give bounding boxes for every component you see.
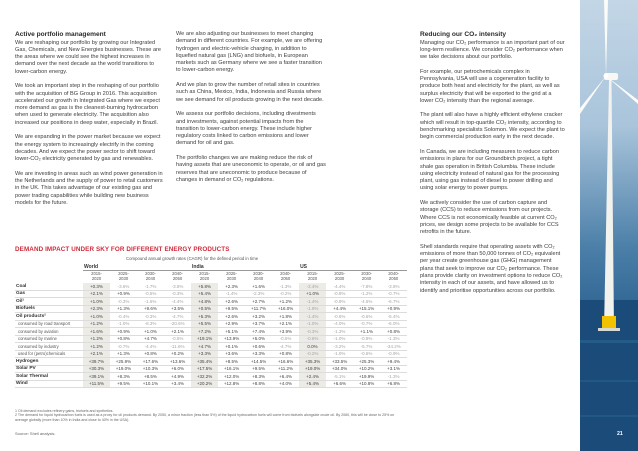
table-cell: +11.5% [83,380,110,388]
table-cell: -1.4% [299,313,326,321]
table-cell: +5.1% [225,328,238,334]
table-cell: -4.7% [279,343,292,349]
table-cell: +6.0% [171,366,184,372]
table-cell: +9.4% [387,358,401,364]
table-cell: +8.5% [225,358,238,364]
paragraph: In Canada, we are including measures to reduce carbon emissions in plans for our Groundbirch project, a tight shale gas operation in British Columbia. These include using electricity instead of natural gas for the processing plant, using gas instead of diesel to power drilling and using solar energy to power pumps. [420,148,560,192]
table-cell: +3.6% [225,351,238,357]
table-cell: +8.3% [117,373,130,379]
table-cell: +2.6% [225,298,238,304]
table-cell: +2.1% [83,290,110,298]
table-cell: -7.8% [360,283,373,289]
table-cell: +9.5% [117,381,130,387]
table-cell: -4.0% [333,321,346,327]
table-cell: +10.3% [142,366,159,372]
table-cell: +25.9% [115,358,132,364]
table-cell: -0.3% [144,313,157,319]
text-column-1 [15,31,163,215]
table-row [15,358,407,366]
footnote: 1 Oil demand excludes refinery gains, biofuels and synthetics. [15,409,114,413]
table-cell: -0.8% [333,291,346,297]
table-cell: +5.4% [191,290,218,298]
column-header-period: 2025- 2030 [334,271,345,281]
paragraph: We are reshaping our portfolio by growing our Integrated Gas, Chemicals, and New Energies businesses. These are the areas where we could see the highest increases in demand over the next decade as the world transitions to lower-carbon energy. [15,39,162,75]
table-cell: +25.3% [358,358,375,364]
paragraph: The plant will also have a highly efficient ethylene cracker which will result in top-quartile CO₂ intensity, according to benchmarking specialists Solomon. We expect the plant to begin commercial production early in the next decade. [420,112,565,141]
column-header-period: 2030- 2040 [361,271,372,281]
paragraph: We actively consider the use of carbon capture and storage (CCS) to reduce emissions from our projects. Where CCS is not economically feasible at current CO₂ prices, we design some projects to be available for CCS retrofits in the future. [420,200,559,236]
table-cell: +6.8% [387,381,401,387]
table-row [15,313,407,321]
table-cell: +0.3% [83,283,110,291]
table-cell: +1.0% [83,298,110,306]
table-cell: +19.1% [191,335,218,343]
section-heading-portfolio: Active portfolio management [15,31,106,38]
table-cell: -6.0% [387,321,400,327]
column-header-period: 2030- 2040 [253,271,264,281]
table-cell: +30.3% [83,365,110,373]
table-cell: -34.2% [386,343,401,349]
table-cell: -1.3% [333,328,346,334]
table-cell: -1.9% [299,305,326,313]
table-cell: +2.3% [83,305,110,313]
table-cell: -1.3% [387,373,400,379]
table-row [15,335,407,343]
column-header-period: 2040- 2050 [388,271,399,281]
table-cell: +4.7% [191,343,218,351]
table-cell: +10.2% [358,366,375,372]
table-row [15,320,407,328]
table-cell: -4.7% [171,313,184,319]
table-cell: -3.8% [387,283,400,289]
table-cell: -11.6% [170,343,185,349]
table-cell: -4.4% [171,298,184,304]
paragraph: We assess our portfolio decisions, including divestments and investments, against potential impacts from the transition to lower-carbon energy. These include higher regulatory costs linked to carbon emissions and lower demand for oil and gas. [176,111,316,147]
row-label: Wind [16,381,28,387]
table-cell: -0.5% [279,336,292,342]
row-label: Oil¹ [16,298,24,304]
table-cell: +10.8% [358,381,375,387]
table-row [15,380,407,388]
table-cell: -0.3% [117,298,130,304]
paragraph: Managing our CO₂ performance is an important part of our long-term resilience. We consider CO₂ performance when we take decisions about our portfolio. [420,39,565,61]
table-cell: +2.6% [225,313,238,319]
table-cell: +12.8% [223,381,240,387]
table-cell: -1.4% [225,291,238,297]
source-note: Source: Shell analysis. [15,431,56,436]
table-cell: -5.7% [360,343,373,349]
table-cell: +3.7% [252,321,265,327]
row-label: Biofuels [16,306,35,312]
table-row [15,365,407,373]
table-cell: +33.5% [331,358,348,364]
table-cell: +7.2% [191,328,218,336]
table-cell: +5.5% [191,320,218,328]
table-cell: +1.6% [252,283,265,289]
table-row [15,343,407,351]
table-cell: +1.1% [360,328,373,334]
table-cell: -5.1% [333,373,346,379]
table-cell: +3.1% [387,366,401,372]
column-header-period: 2015- 2020 [199,271,210,281]
table-cell: -0.9% [333,298,346,304]
table-cell: +8.8% [252,381,265,387]
table-cell: +20.2% [191,380,218,388]
table-cell: -0.7% [117,343,130,349]
table-cell: -0.7% [360,321,373,327]
table-cell: +1.3% [117,351,130,357]
table-cell: +13.9% [223,336,240,342]
table-cell: +4.0% [279,381,292,387]
table-cell: +2.9% [225,321,238,327]
table-row [15,283,407,291]
table-cell: +16.1% [223,366,240,372]
table-cell: +1.2% [83,343,110,351]
table-cell: -6.7% [387,298,400,304]
table-cell: +34.0% [331,366,348,372]
table-cell: +0.8% [144,351,157,357]
table-cell: -2.3% [252,291,265,297]
table-cell: -0.3% [171,291,184,297]
table-row [15,350,407,358]
table-cell: +13.6% [169,358,186,364]
table-cell: +6.6% [333,381,346,387]
text-column-2 [176,31,326,192]
table-cell: +19.9% [358,373,375,379]
paragraph: We took an important step in the reshaping of our portfolio with the acquisition of BG Group in 2016. This acquisition accelerated our growth in Integrated Gas where we expect more demand as gas is the cleanest-burning hydrocarbon when used to generate electricity. The acquisition also increased our positions in deep water, especially in Brazil. [15,83,160,126]
table-cell: -0.6% [299,335,326,343]
paragraph: We are expanding in the power market because we expect the energy system to increasingly electrify in the coming decades. And we expect the power sector to shift toward lower-CO₂ electricity generated by gas and renewables. [15,134,161,163]
table-cell: +6.4% [279,373,292,379]
table-cell: -0.6% [333,313,346,319]
table-cell: +2.4% [299,373,326,381]
paragraph: The portfolio changes we are making reduce the risk of having assets that are uneconomic to operate, or oil and gas reserves that are uneconomic to produce because of changes in demand or CO₂ regulations. [176,155,326,183]
table-cell: +19.0% [115,366,132,372]
table-cell: -8.3% [144,321,157,327]
table-cell: -4.4% [333,283,346,289]
column-group-india: India [191,263,299,271]
column-header-period: 2015- 2020 [91,271,102,281]
table-cell: +12.0% [223,373,240,379]
table-cell: +35.3% [299,358,326,366]
table-footnotes [15,409,407,422]
table-cell: -1.0% [117,321,130,327]
table-cell: +11.2% [278,366,294,372]
table-cell: +4.8% [191,298,218,306]
table-cell: +0.2% [171,351,184,357]
table-cell: -1.6% [144,298,157,304]
row-label: Hydrogen [16,358,39,364]
table-cell: +4.9% [171,373,184,379]
column-header-period: 2040- 2050 [172,271,183,281]
table-cell: +14.5% [250,358,267,364]
column-header-period: 2040- 2050 [280,271,291,281]
table-cell: -1.3% [387,336,400,342]
table-row [15,290,407,298]
table-cell: -0.8% [360,336,373,342]
table-cell: +9.5% [225,306,238,312]
row-label: consumed by aviation [18,328,59,334]
table-cell: -4.4% [144,343,157,349]
table-cell: +2.1% [171,328,184,334]
row-label: Oil products² [16,313,46,319]
table-cell: +0.8% [387,328,401,334]
table-cell: +1.8% [279,313,292,319]
row-label: Gas [16,291,26,297]
table-row [15,373,407,381]
table-cell: -4.5% [360,298,373,304]
row-label: Coal [16,283,27,289]
table-row [15,328,407,336]
table-cell: +5.4% [299,380,326,388]
table-cell: -1.3% [279,283,292,289]
table-cell: +3.9% [279,328,292,334]
table-cell: +5.8% [191,283,218,291]
table-cell: +1.0% [83,313,110,321]
row-label: used for (petro)chemicals [18,351,66,357]
table-cell: -0.6% [360,351,373,357]
column-group-world: World [83,263,191,271]
table-cell: +8.3% [252,373,265,379]
column-header-period: 2030- 2040 [145,271,156,281]
table-cell: +5.0% [252,336,265,342]
table-cell: -0.9% [387,351,400,357]
row-label: consumed by industry [18,343,59,349]
table-title: DEMAND IMPACT UNDER SKY FOR DIFFERENT ENERGY PRODUCTS [15,246,230,253]
table-cell: +1.2% [83,320,110,328]
table-cell: +7.4% [252,328,265,334]
table-row [15,305,407,313]
paragraph: For example, our petrochemicals complex in Pennsylvania, USA will use a cogeneration facility to produce both heat and electricity for the plant, as well as surplus electricity that will be exported to the grid at a lower CO₂ intensity than the regional average. [420,68,560,104]
paragraph: We are investing in areas such as wind power generation in the Netherlands and the supply of power to retail customers in the UK. This takes advantage of our existing gas and power trading capabilities while building new business models for the future. [15,170,163,207]
table-cell: +17.6% [142,358,159,364]
table-cell: +35.4% [191,358,218,366]
column-group-us: US [299,263,407,271]
paragraph: Shell standards require that operating assets with CO₂ emissions of more than 50,000 tonnes of CO₂ equivalent per year create greenhouse gas (GHG) management plans that seek to improve our CO₂ performance. These plans provide clarity on investment options to reduce CO₂ intensity in each of our assets, and have allowed us to identify and prioritise opportunities across our portfolio. [420,243,563,294]
table-cell: +4.4% [333,306,346,312]
table-subtitle: Compound annual growth rates (CAGR) for the defined period in time [126,256,259,261]
table-cell: +0.5% [191,305,218,313]
table-cell: +0.6% [252,343,265,349]
table-cell: -0.7% [387,291,400,297]
table-cell: +0.9% [117,291,130,297]
table-cell: -3.2% [333,343,346,349]
table-cell: -0.2% [299,350,326,358]
table-cell: +19.0% [299,365,326,373]
table-cell: -0.5% [144,291,157,297]
table-cell: -1.7% [144,283,157,289]
table-cell: +1.0% [299,290,326,298]
table-cell: +0.8% [117,336,130,342]
wind-turbine-illustration [580,0,638,451]
table-cell: +2.1% [279,321,292,327]
demand-impact-table [15,263,407,388]
table-cell: -0.3% [299,328,326,336]
table-cell: -0.4% [117,313,130,319]
row-label: consumed by marine [18,336,57,342]
table-cell: +2.7% [252,298,265,304]
table-cell: +3.5% [171,306,184,312]
table-cell: +9.5% [252,366,265,372]
table-cell: +5.3% [191,313,218,321]
paragraph: And we plan to grow the number of retail sites in countries such as China, Mexico, India, Indonesia and Russia where we see demand for oil products growing in the next decade. [176,82,324,103]
table-cell: +2.3% [225,283,238,289]
table-cell: -20.6% [170,321,185,327]
paragraph: We are also adjusting our businesses to meet changing demand in different countries. For example, we are offering hydrogen and electric-vehicle charging, in addition to liquefied natural gas (LNG) and biofuels, in European markets such as Germany where we see a faster transition to lower-carbon energy. [176,31,323,74]
table-cell: -1.0% [333,336,346,342]
column-header-period: 2015- 2020 [307,271,318,281]
row-label: Solar PV [16,366,36,372]
table-cell: +0.9% [387,306,401,312]
table-cell: +16.6% [277,358,294,364]
table-cell: +0.8% [279,351,292,357]
footnote: 2 The demand for liquid hydrocarbon fuels is used as a proxy for oil products demand. By 2050, a minor fraction (less than 5%) of the liquid hydrocarbon fuels will come from biofuels alongside crude oil. By 2060, this will be close to 25% on average globally (more than 10% in India and close to 40% in the USA). [15,413,395,422]
table-cell: +39.1% [83,373,110,381]
table-cell: +3.3% [191,350,218,358]
table-cell: +10.1% [142,381,159,387]
text-column-3 [420,31,566,302]
table-cell: +1.3% [117,306,130,312]
table-cell: +3.2% [252,313,265,319]
table-cell: +0.9% [117,328,130,334]
table-cell: +11.7% [250,306,267,312]
table-cell: -1.4% [299,298,326,306]
table-cell: 0.0% [299,343,326,351]
table-cell: +1.0% [144,328,157,334]
table-cell: +4.7% [144,336,157,342]
table-cell: -1.0% [333,351,346,357]
table-cell: +15.1% [358,306,375,312]
table-cell: +3.4% [171,381,184,387]
table-cell: -0.6% [360,313,373,319]
table-cell: +39.7% [83,358,110,366]
table-cell: -3.6% [117,283,130,289]
table-cell: +2.1% [83,350,110,358]
table-cell: +3.3% [252,351,265,357]
table-cell: +8.5% [144,373,157,379]
table-row [15,298,407,306]
table-cell: +1.6% [83,328,110,336]
table-cell: -1.0% [299,320,326,328]
wind-turbine-photo [580,0,638,451]
table-cell: -0.5% [171,336,184,342]
table-cell: +9.6% [144,306,157,312]
row-label: consumed by road transport [18,321,71,327]
table-cell: -0.2% [279,291,292,297]
table-cell: +16.0% [277,306,294,312]
table-cell: +1.2% [83,335,110,343]
table-cell: -1.2% [360,291,373,297]
column-header-period: 2025- 2030 [118,271,129,281]
section-heading-co2-intensity: Reducing our CO₂ intensity [420,31,507,38]
page-number: 21 [617,431,623,437]
table-cell: -3.8% [171,283,184,289]
table-cell: -2.4% [299,283,326,291]
column-header-period: 2025- 2030 [226,271,237,281]
table-cell: +32.2% [191,373,218,381]
row-label: Solar Thermal [16,373,48,379]
table-cell: +0.1% [225,343,238,349]
table-cell: -5.4% [387,313,400,319]
table-cell: +1.2% [279,298,292,304]
table-cell: +17.5% [191,365,218,373]
